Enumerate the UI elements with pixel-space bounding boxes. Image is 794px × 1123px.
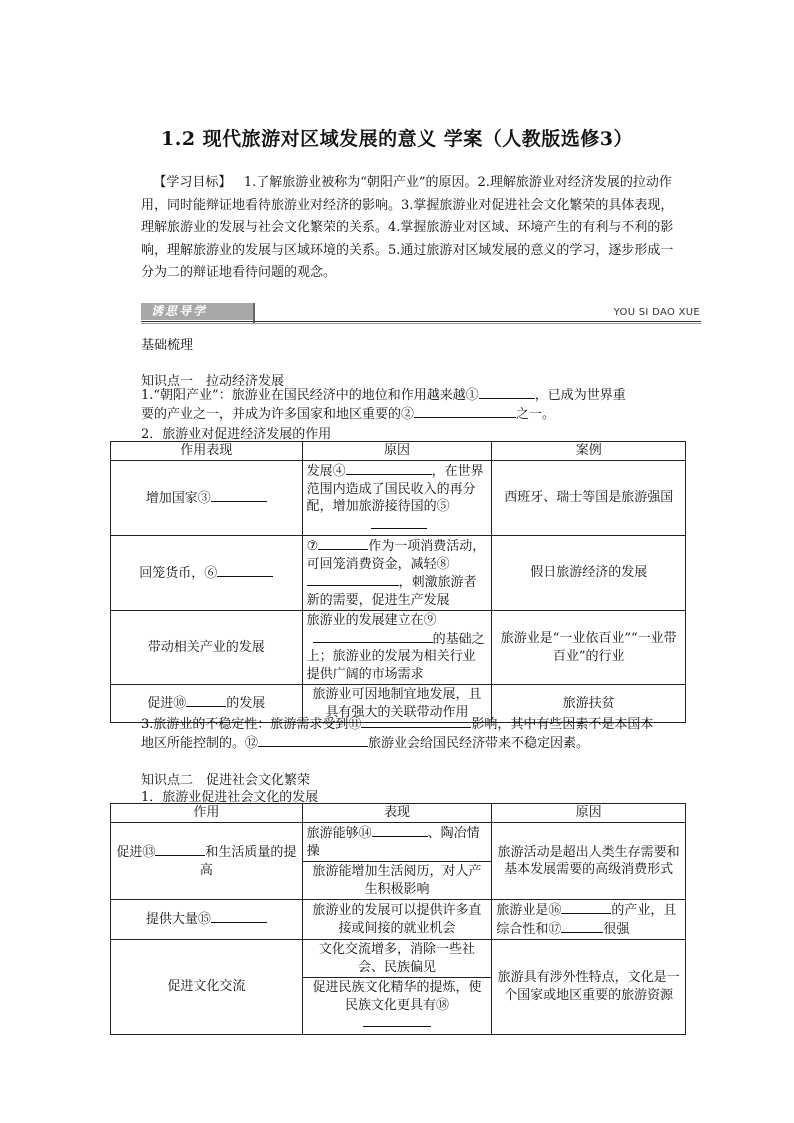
economy-table (110, 441, 686, 723)
cell-text: 的基础之上；旅游业的发展为相关行业提供广阔的市场需求 (306, 631, 485, 682)
kp2-heading: 知识点二 促进社会文化繁荣 (141, 773, 311, 788)
section-banner: 诱思导学 (141, 303, 253, 320)
blank-9[interactable] (313, 630, 433, 643)
table-cell: 旅游扶贫 (492, 685, 686, 723)
cell-text: 的产业，且综合性和⑰ (496, 903, 677, 937)
table-header: 原因 (302, 442, 492, 461)
blank-10[interactable] (186, 694, 226, 707)
blank-18[interactable] (363, 1014, 431, 1027)
banner-pinyin: YOU SI DAO XUE (613, 307, 700, 318)
table-cell (111, 536, 303, 611)
table-cell (111, 823, 303, 900)
cell-text: 发展④ (306, 464, 346, 479)
table-cell (302, 978, 492, 1035)
table-header: 作用 (111, 804, 303, 823)
cell-text: 很强 (603, 921, 630, 937)
blank-13[interactable] (155, 843, 205, 856)
section-basic-heading: 基础梳理 (141, 338, 194, 353)
table-cell (111, 900, 303, 940)
table-cell: 旅游业的发展可以提供许多直接或间接的就业机会 (302, 900, 492, 940)
cell-text: 和生活质量的提高 (199, 845, 297, 878)
cell-text: 增加国家③ (145, 490, 211, 506)
cell-text: 旅游业是⑯ (496, 903, 562, 918)
page-title: 1.2 现代旅游对区域发展的意义 学案（人教版选修3） (160, 128, 633, 150)
table-row (111, 940, 686, 978)
cell-text: ，在世界范围内造成了国民收入的再分配，增加旅游接待国的⑤ (306, 464, 484, 514)
section-rule (141, 321, 701, 322)
kp1-item1-text-c: 要的产业之一，并成为许多国家和地区重要的② (141, 407, 415, 422)
cell-text: 促进民族文化精华的提炼，使民族文化更具有⑱ (312, 980, 482, 1013)
cell-text: 、陶冶情操 (306, 826, 480, 859)
table-cell: 带动相关产业的发展 (111, 611, 303, 685)
blank-5[interactable] (371, 516, 427, 529)
banner-notch (241, 303, 253, 320)
table-row (111, 900, 686, 940)
blank-7[interactable] (318, 537, 368, 550)
table-row (111, 611, 686, 685)
table-header: 表现 (302, 804, 492, 823)
cell-text: 作为一项消费活动，可回笼消费资金，减轻⑧ (306, 539, 486, 572)
blank-16[interactable] (561, 901, 611, 914)
kp1-item1 (141, 386, 686, 424)
table-cell (302, 611, 492, 685)
cell-text: 促进⑬ (116, 845, 156, 860)
blank-3[interactable] (211, 489, 267, 502)
blank-8[interactable] (307, 573, 399, 586)
table-header-row (111, 804, 686, 823)
table-cell (302, 461, 492, 536)
blank-14[interactable] (372, 824, 428, 837)
objectives-text: 1.了解旅游业被称为“朝阳产业”的原因。2.理解旅游业对经济发展的拉动作用，同时能辩证地看待旅游业对经济的影响。3.掌握旅游业对促进社会文化繁荣的具体表现，理解旅游业的发展与社会文化繁荣的关系。4.掌握旅游业对区域、环境产生的有利与不利的影响，理解旅游业的发展与区域环境的关系。5.通过旅游对区域发展的意义的学习，逐步形成一分为二的辩证地看待问题的观念。 (141, 175, 674, 280)
banner-divider (253, 303, 255, 323)
table-row (111, 536, 686, 611)
kp1-item1-text-b: ，已成为世界重 (534, 388, 626, 403)
table-cell: 西班牙、瑞士等国是旅游强国 (492, 461, 686, 536)
table-cell: 旅游活动是超出人类生存需要和基本发展需要的高级消费形式 (492, 823, 686, 900)
table-cell (302, 823, 492, 862)
kp1-item2: 2．旅游业对促进经济发展的作用 (141, 427, 332, 442)
table-cell (302, 536, 492, 611)
cell-text: ，刺激旅游者新的需要，促进生产发展 (306, 575, 477, 608)
blank-11[interactable] (361, 715, 471, 728)
culture-table (110, 803, 686, 1035)
table-cell: 假日旅游经济的发展 (492, 536, 686, 611)
learning-objectives (141, 172, 684, 285)
kp1-item3 (141, 715, 686, 753)
blank-2[interactable] (414, 405, 516, 418)
table-cell: 旅游业是“一业依百业”“一业带百业”的行业 (492, 611, 686, 685)
blank-4[interactable] (346, 462, 432, 475)
table-header: 作用表现 (111, 442, 303, 461)
table-row (111, 461, 686, 536)
table-cell: 文化交流增多，消除一些社会、民族偏见 (302, 940, 492, 978)
blank-15[interactable] (211, 910, 267, 923)
table-cell: 旅游业可因地制宜地发展，且具有强大的关联带动作用 (302, 685, 492, 723)
kp1-heading: 知识点一 拉动经济发展 (141, 374, 285, 389)
cell-text: 旅游能够⑭ (306, 826, 372, 841)
kp1-item3-text-d: 旅游业会给国民经济带来不稳定因素。 (368, 736, 590, 751)
kp1-item3-text: 3.旅游业的不稳定性：旅游需求受到⑪ (141, 717, 362, 732)
kp2-item1: 1．旅游业促进社会文化的发展 (141, 790, 319, 805)
section-rule-secondary (141, 323, 701, 324)
blank-12[interactable] (258, 734, 368, 747)
kp1-item1-text: 1.“朝阳产业”：旅游业在国民经济中的地位和作用越来越① (141, 388, 479, 403)
kp1-item3-text-b: 影响，其中有些因素不是本国本 (471, 717, 654, 732)
cell-text: 旅游业的发展建立在⑨ (306, 613, 437, 628)
table-row (111, 823, 686, 862)
table-header: 原因 (492, 804, 686, 823)
cell-text: 回笼货币，⑥ (139, 565, 218, 581)
kp1-item1-text-d: 之一。 (516, 407, 556, 422)
table-cell: 促进文化交流 (111, 940, 303, 1035)
table-header-row (111, 442, 686, 461)
cell-text: ⑦ (306, 539, 319, 554)
table-cell: 旅游具有涉外性特点，文化是一个国家或地区重要的旅游资源 (492, 940, 686, 1035)
blank-17[interactable] (561, 920, 603, 933)
cell-text: 提供大量⑮ (145, 912, 211, 928)
table-header: 案例 (492, 442, 686, 461)
cell-text: 的发展 (226, 696, 266, 712)
blank-1[interactable] (479, 386, 535, 399)
blank-6[interactable] (217, 564, 273, 577)
table-cell (111, 461, 303, 536)
cell-text: 促进⑩ (147, 696, 187, 712)
table-cell (492, 900, 686, 940)
objectives-label: 【学习目标】 (153, 175, 232, 190)
kp1-item3-text-c: 地区所能控制的。⑫ (141, 736, 259, 751)
table-cell: 旅游能增加生活阅历，对人产生积极影响 (302, 862, 492, 900)
